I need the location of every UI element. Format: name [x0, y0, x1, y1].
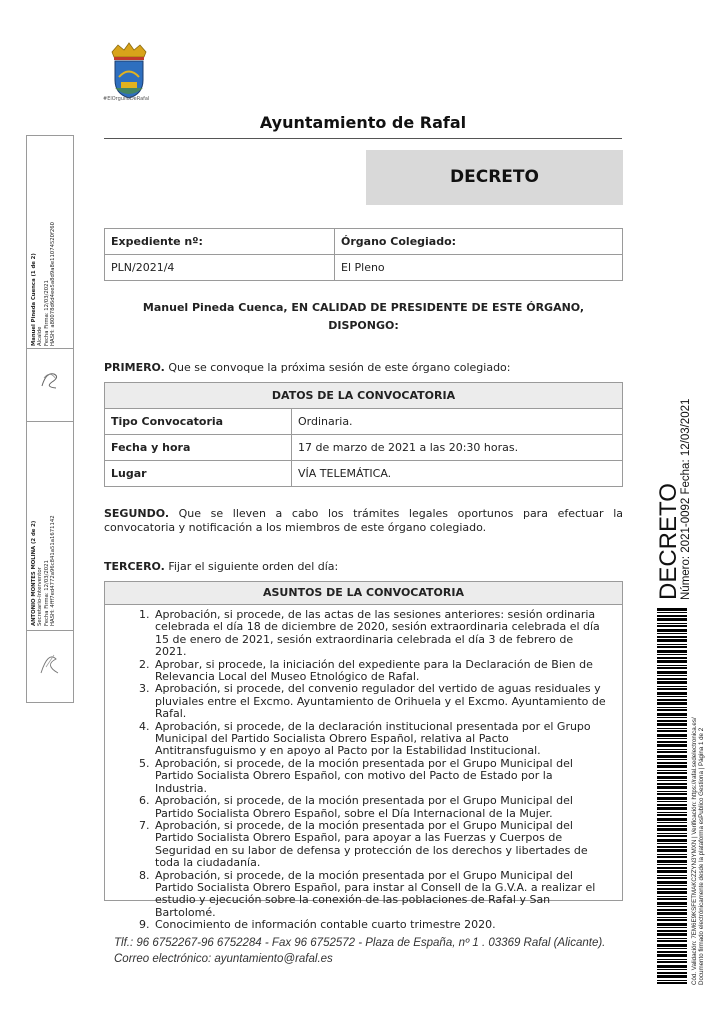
signature-box-1 [26, 135, 74, 422]
organo-value: El Pleno [335, 255, 623, 281]
table-row [105, 461, 623, 487]
list-item: 8. Aprobación, si procede, de la moción presentada por el Grupo Municipal del Partido Socialista Obrero Español, para instar al Consell de la G.V.A. a realizar el estudio y ejecución sobre la conexión de las poblaciones de Rafal y San Bartolomé. [153, 870, 608, 920]
stamp-numero: Número: 2021-0092 Fecha: 12/03/2021 [680, 398, 692, 600]
convocatoria-key: Fecha y hora [105, 435, 292, 461]
tercero-lead: TERCERO. [104, 560, 165, 573]
coat-of-arms-icon [104, 42, 154, 104]
signature-2-hash: HASH: 4fff7ed4772a96c841a51a1671142 [49, 515, 56, 626]
footer-contact: Tlf.: 96 6752267-96 6752284 - Fax 96 6752572 - Plaza de España, nº 1 . 03369 Rafal (Alicante). [114, 937, 606, 949]
list-item: 2. Aprobar, si procede, la iniciación del expediente para la Declaración de Bien de Relevancia Local del Museo Etnológico de Rafal. [153, 659, 608, 684]
list-item: 9. Conocimiento de información contable cuarto trimestre 2020. [153, 919, 608, 931]
presidente-line-2: DISPONGO: [328, 319, 399, 332]
presidente-line-1: Manuel Pineda Cuenca, EN CALIDAD DE PRESIDENTE DE ESTE ÓRGANO, [142, 301, 585, 314]
signature-1-divider [27, 348, 73, 349]
tercero-paragraph [104, 560, 623, 574]
list-item: 5. Aprobación, si procede, de la moción presentada por el Grupo Municipal del Partido Socialista Obrero Español, con motivo del Pacto de Estado por la Industria. [153, 758, 608, 795]
signature-2-scribble-icon [36, 647, 64, 683]
stamp-decreto: DECRETO [655, 483, 682, 600]
convocatoria-key: Lugar [105, 461, 292, 487]
convocatoria-key: Tipo Convocatoria [105, 409, 292, 435]
signature-1-name: Manuel Pineda Cuenca (1 de 2) [31, 253, 37, 346]
validation-line-2: Documento firmado electrónicamente desde la plataforma esPublico Gestiona | Página 1 de 2 [698, 727, 706, 985]
signature-2-divider [27, 630, 73, 631]
convocatoria-table [104, 382, 623, 487]
list-item: 4. Aprobación, si procede, de la declaración institucional presentada por el Grupo Municipal del Partido Socialista Obrero Español, relativa al Pacto Antitransfuguismo y en apoyo al Pacto por la Estabilidad Institucional. [153, 721, 608, 758]
validation-text [691, 717, 706, 985]
tercero-text: Fijar el siguiente orden del día: [164, 560, 339, 573]
asuntos-list [105, 609, 622, 932]
convocatoria-value: VÍA TELEMÁTICA. [292, 461, 623, 487]
convocatoria-title: DATOS DE LA CONVOCATORIA [105, 383, 623, 409]
segundo-lead: SEGUNDO. [104, 507, 170, 520]
signature-1-hash: HASH: a80078d6d4ee5a8d9a8e11074520f260 [49, 221, 56, 346]
convocatoria-value: 17 de marzo de 2021 a las 20:30 horas. [292, 435, 623, 461]
signature-box-2 [26, 421, 74, 703]
page-footer [114, 935, 634, 967]
convocatoria-value: Ordinaria. [292, 409, 623, 435]
signature-1-scribble-icon [36, 364, 64, 398]
barcode-icon [657, 608, 687, 988]
signature-2-role: Secretario-Interventor [37, 567, 44, 626]
asuntos-title: ASUNTOS DE LA CONVOCATORIA [105, 582, 622, 605]
signature-2-date: Fecha Firma: 12/03/2021 [43, 560, 50, 626]
asuntos-box [104, 581, 623, 932]
title-divider [104, 138, 622, 139]
segundo-text: Que se lleven a cabo los trámites legales oportunos para efectuar la convocatoria y notificación a los miembros de este órgano colegiado. [104, 507, 623, 534]
primero-lead: PRIMERO. [104, 361, 165, 374]
footer-email: Correo electrónico: ayuntamiento@rafal.es [114, 953, 333, 965]
list-item: 7. Aprobación, si procede, de la moción presentada por el Grupo Municipal del Partido Socialista Obrero Español, para apoyar a las Fuerzas y Cuerpos de Seguridad en su labor de defensa y protección de los derechos y libertades de toda la ciudadanía. [153, 820, 608, 870]
signature-1-date: Fecha Firma: 12/03/2021 [43, 280, 50, 346]
list-item: 3. Aprobación, si procede, del convenio regulador del vertido de aguas residuales y pluviales entre el Excmo. Ayuntamiento de Orihuela y el Excmo. Ayuntamiento de Rafal. [153, 683, 608, 720]
primero-text: Que se convoque la próxima sesión de este órgano colegiado: [164, 361, 511, 374]
signature-1-role: Alcalde [37, 326, 44, 346]
expediente-table [104, 228, 623, 281]
segundo-paragraph [104, 507, 623, 535]
signature-1-text [31, 222, 56, 346]
decreto-heading: DECRETO [450, 167, 539, 187]
presidente-statement [104, 299, 623, 335]
organo-label: Órgano Colegiado: [335, 229, 623, 255]
decreto-heading-box [366, 150, 623, 205]
list-item: 1. Aprobación, si procede, de las actas de las sesiones anteriores: sesión ordinaria celebrada el día 18 de diciembre de 2020, sesión extraordinaria celebrada el día 15 de enero de 2021, sesión extraordinaria celebrada el día 3 de febrero de 2021. [153, 609, 608, 659]
signature-2-name: ANTONIO MONTES MOLINA (2 de 2) [31, 520, 37, 626]
expediente-value: PLN/2021/4 [105, 255, 335, 281]
table-row [105, 409, 623, 435]
list-item: 6. Aprobación, si procede, de la moción presentada por el Grupo Municipal del Partido Socialista Obrero Español, sobre el Día Internacional de la Mujer. [153, 795, 608, 820]
validation-line-1: Cód. Validación: 7EM6E9KSFETMAKCZZYN3YMXN | Verificación: https://rafal.sedelectronica.es/ [691, 717, 698, 985]
primero-paragraph [104, 361, 623, 375]
expediente-label: Expediente nº: [105, 229, 335, 255]
signature-2-text [31, 515, 56, 626]
organization-title: Ayuntamiento de Rafal [259, 113, 467, 132]
table-row [105, 435, 623, 461]
crest-caption: #ElOrgulloDeRafal [103, 96, 150, 102]
